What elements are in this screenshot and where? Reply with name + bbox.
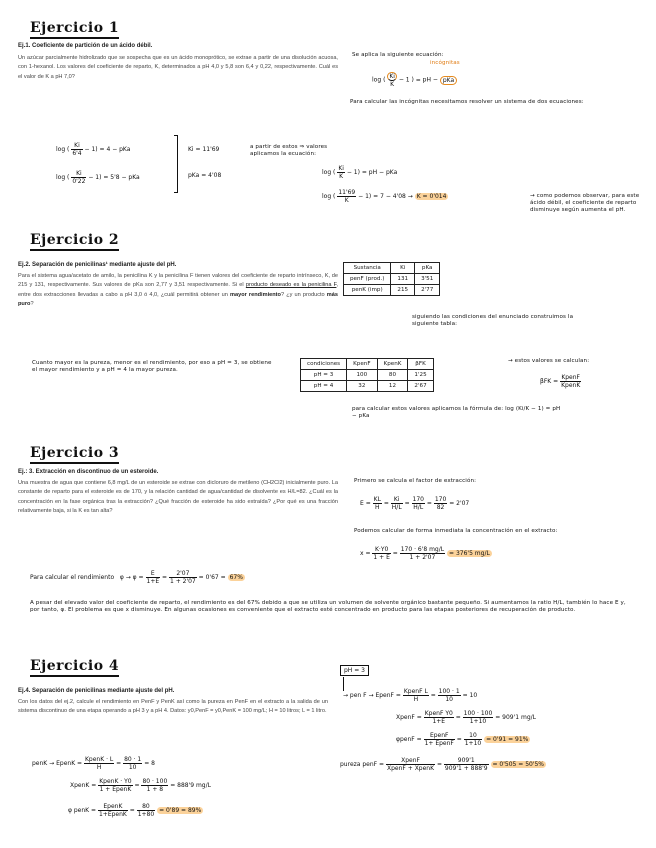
ex3-statement: Una muestra de agua que contiene 6,8 mg/L de un esteroide se extrae con dicloruro de metileno (CH2Cl2) inicialmente puro. La constante de reparto para el esteroide es de 170, y la relación cantidad de agua/cantidad de disolvente es H/L=82. ¿Cuál es la concentración en la fase orgánica tras la extracción? ¿Qué fracción de esteroide ha sido extraída? ¿Por qué es una fracción relativamente baja, si la K es tan alta? [18, 480, 338, 515]
ex3-title: Ejercicio 3 [30, 445, 119, 464]
ex2-estos-text: → estos valores se calculan: [508, 358, 590, 364]
ex3-primero-text: Primero se calcula el factor de extracción: [354, 478, 477, 484]
ex4-gpenK-result: = 0'89 = 89% [159, 807, 202, 814]
ex1-sol-pka: pKa = 4'08 [188, 172, 222, 179]
ex1-calc-text: Para calcular las incógnitas necesitamos resolver un sistema de dos ecuaciones: [350, 99, 584, 105]
ex4-xpenF: XpenF = $\frac{\text{KpenF Y0}}{1+E}$ = $\frac{100 \cdot 100}{1+10}$ = 909'1 mg/L [396, 710, 536, 725]
ex2-title: Ejercicio 2 [30, 232, 119, 251]
table-row: penK (imp) 215 2'77 [344, 285, 440, 296]
ex1-line2: log ( $\frac{11'69}{K}$ − 1) = 7 − 4'08 → K = 0'014 [322, 189, 447, 204]
table-row: condiciones KpenF KpenK βFK [301, 359, 434, 370]
ex2-para-calc: para calcular estos valores aplicamos la fórmula de: log (Ki/K − 1) = pH − pKa [352, 406, 561, 419]
ex2-follow-text: siguiendo las condiciones del enunciado construimos la siguiente tabla: [412, 314, 574, 327]
ex2-beta-formula: βFK = $\frac{\text{KpenF}}{\text{KpenK}}$ [540, 374, 581, 389]
ex3-rendimiento: Para calcular el rendimiento φ → φ = $\frac{E}{1+E}$ = $\frac{2'07}{1 + 2'07}$ = 0'67 = 67% [30, 570, 243, 585]
ex1-statement: Un azúcar parcialmente hidrolizado que se sospecha que es un ácido monoprótico, se extrae a partir de una disolución acuosa, con 1-hexanol. Los valores del coeficiente de reparto, K, determinados a pH 4,0 y 5,8 son 6,4 y 0,22, respectivamente. Cuál es el valor de K a pH 7,0? [18, 55, 338, 80]
ex3-subtitle: Ej.: 3. Extracción en discontinuo de un esteroide. [18, 469, 159, 475]
ex3-podemos-text: Podemos calcular de forma inmediata la concentración en el extracto: [354, 528, 558, 534]
ex3-e-formula: E = $\frac{KL}{H}$ = $\frac{Ki}{H/L}$ = $\frac{170}{H/L}$ = $\frac{170}{82}$ = 2'07 [360, 496, 470, 511]
ex4-gpenF-result: = 0'91 = 91% [486, 736, 529, 743]
ex1-title: Ejercicio 1 [30, 20, 119, 39]
pka-circled: pKa [440, 76, 457, 85]
ex1-main-equation: log ( $\frac{Ki}{K}$ − 1 ) = pH − pKa [372, 72, 457, 88]
ex4-gpenF: φpenF = $\frac{\text{EpenF}}{\text{1+ EpenF}}$ = $\frac{10}{1+10}$ = 0'91 = 91% [396, 732, 529, 747]
table-row: pH = 4 32 12 2'67 [301, 381, 434, 392]
ex2-subtitle: Ej.2. Separación de penicilinas¹ mediante ajuste del pH. [18, 262, 177, 268]
ex2-conclusion: Cuanto mayor es la pureza, menor es el rendimiento, por eso a pH = 3, se obtiene el mayor rendimiento y a pH = 4 la mayor pureza. [32, 360, 272, 373]
ex2-statement: Para el sistema agua/acetato de amilo, la penicilina K y la penicilina F tienen valores del coeficiente de reparto intrínseco, K, de 215 y 131, respectivamente. Sus valores de pKa son 2,77 y 3,51 respectivamente. Si el producto deseado es la penicilina F, entre dos extracciones llevadas a cabo a pH 3,0 ó 4,0, ¿cuál permitirá obtener un mayor rendimiento? ¿y un producto más puro? [18, 273, 338, 308]
ex2-table-conditions [300, 358, 434, 392]
ex4-subtitle: Ej.4. Separación de penicilinas mediante ajuste del pH. [18, 688, 175, 694]
ex1-system-eq1: log ( $\frac{Ki}{6'4}$ − 1) = 4 − pKa [56, 142, 131, 157]
ex4-pureza-result: = 0'505 = 50'5% [492, 761, 544, 768]
ex4-xpenK: XpenK = $\frac{\text{KpenK · Y0}}{\text{1 + EpenK}}$ = $\frac{80 \cdot 100}{1 + 8}$ = 888'9 mg/L [70, 778, 211, 793]
ex1-comment: → como podemos observar, para este ácido débil, el coeficiente de reparto disminuye según aumenta el pH. [530, 193, 640, 213]
table-row: penF (prod.) 131 3'51 [344, 274, 440, 285]
ex3-x-formula: x = $\frac{K\cdot Y0}{1 + E}$ = $\frac{170 \cdot 6'8 mg/L}{1 + 2'07}$ = 376'5 mg/L [360, 546, 490, 561]
ex1-brace [174, 135, 178, 193]
ex4-statement: Con los datos del ej.2, calcule el rendimiento en PenF y PenK así como la pureza en PenF en el extracto a la salida de un sistema discontinuo de una etapa operando a pH 3 y a pH 4. Datos: y0,PenF = y0,PenK = 100 mg/L; H = 10 litros; L = 1 litro. [18, 699, 328, 715]
ex1-result: K = 0'014 [416, 193, 447, 200]
table-row: pH = 3 100 80 1'25 [301, 370, 434, 381]
ex4-epenF: → pen F → EpenF = $\frac{\text{KpenF L}}{H}$ = $\frac{100 \cdot 1}{10}$ = 10 [343, 688, 478, 703]
ex3-final-text: A pesar del elevado valor del coeficiente de reparto, el rendimiento es del 67% debido a que se utiliza un volumen de solvente orgánico bastante pequeño. Si aumentamos la ratio H/L, también lo hace E y, por tanto, φ. El problema es que x disminuye. En algunas ocasiones es conveniente que el extracto esté concentrado en producto para las etapas posteriores de recuperación de producto. [30, 600, 626, 613]
ex4-epenK: penK → EpenK = $\frac{\text{KpenK · L}}{H}$ = $\frac{80 \cdot 1}{10}$ = 8 [32, 756, 155, 771]
ex1-sol-ki: Ki = 11'69 [188, 146, 220, 153]
ki-circled: Ki [389, 73, 395, 80]
ex1-partir-text: a partir de estos ⇒ valores aplicamos la ecuación: [250, 144, 328, 157]
ex4-pureza: pureza penF = $\frac{\text{XpenF}}{\text{XpenF + XpenK}}$ = $\frac{909'1}{909'1 + 888'9}$ = 0'505 = 50'5% [340, 757, 544, 772]
ex2-table-substances [343, 262, 440, 296]
ex1-subtitle: Ej.1. Coeficiente de partición de un ácido débil. [18, 43, 153, 49]
ex3-rend-result: 67% [229, 574, 243, 581]
ex4-title: Ejercicio 4 [30, 658, 119, 677]
ex1-line1: log ( $\frac{Ki}{K}$ − 1) = pH − pKa [322, 165, 398, 180]
ex3-x-result: = 376'5 mg/L [449, 550, 490, 557]
ex1-apply-text: Se aplica la siguiente ecuación: [352, 52, 444, 58]
ex4-gpenK: φ penK = $\frac{\text{EpenK}}{\text{1+EpenK}}$ = $\frac{80}{1+80}$ = 0'89 = 89% [68, 803, 202, 818]
ex1-incognitas: incógnitas [430, 60, 460, 66]
ex4-ph3-box: pH = 3 [340, 665, 369, 676]
ex1-system-eq2: log ( $\frac{Ki}{0'22}$ − 1) = 5'8 − pKa [56, 170, 140, 185]
table-row: Sustancia Ki pKa [344, 263, 440, 274]
